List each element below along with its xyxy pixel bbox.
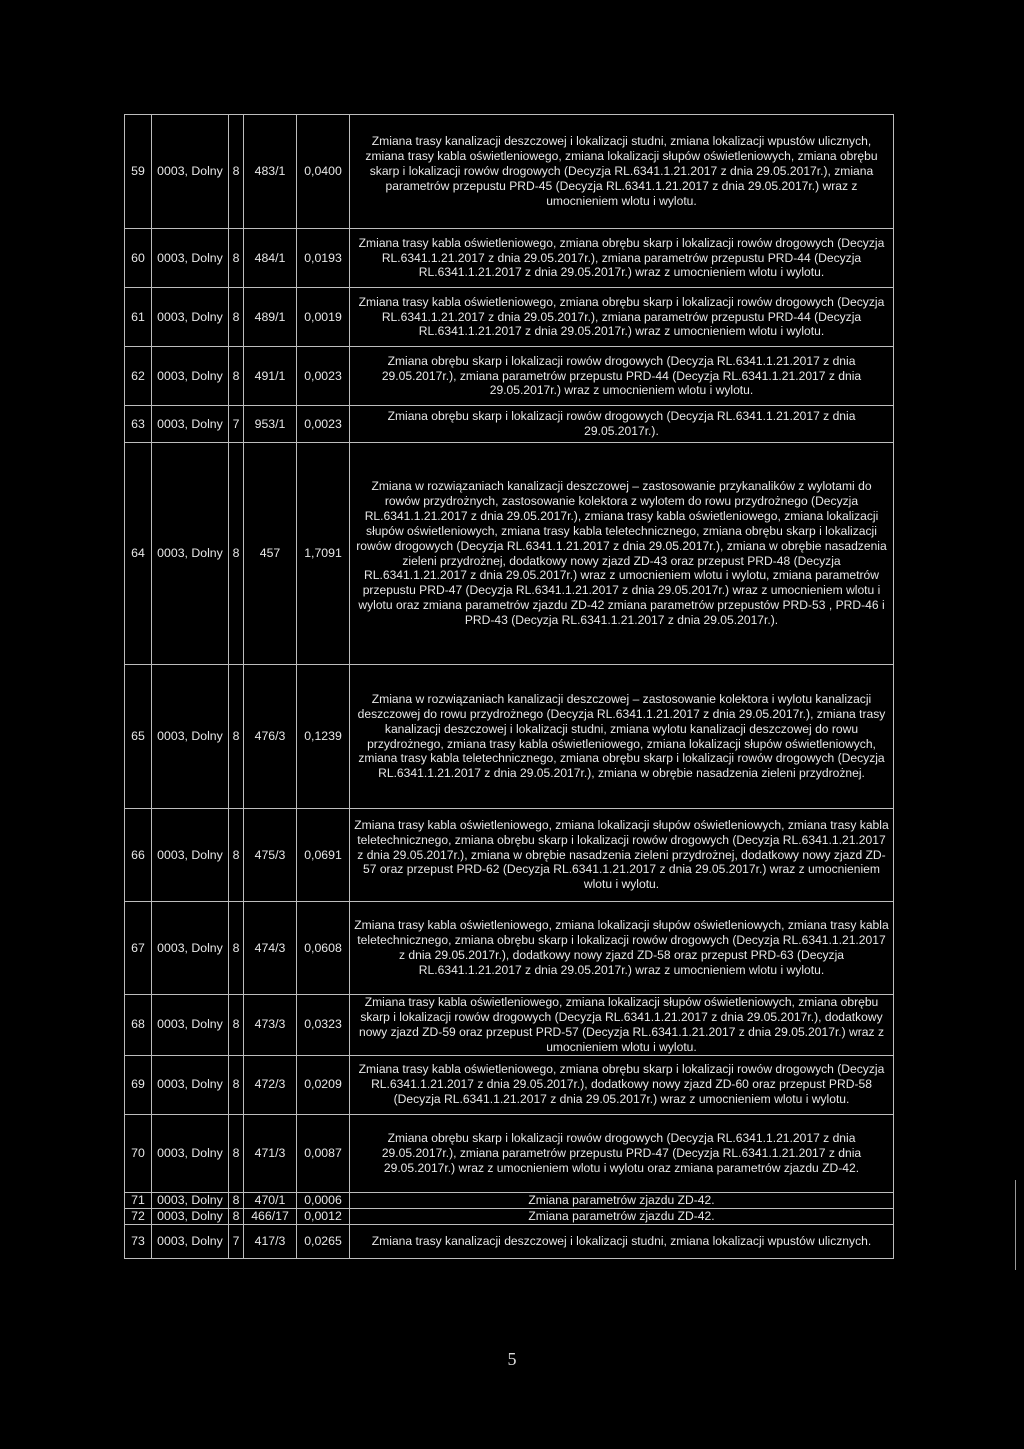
table-row bbox=[125, 347, 894, 406]
lp-cell: 64 bbox=[125, 443, 152, 665]
lp-cell: 68 bbox=[125, 995, 152, 1056]
obreb-cell: 0003, Dolny bbox=[152, 443, 229, 665]
obreb-cell: 0003, Dolny bbox=[152, 995, 229, 1056]
dzialka-cell: 471/3 bbox=[244, 1114, 297, 1192]
area-cell: 0,0087 bbox=[297, 1114, 350, 1192]
arkusz-cell: 8 bbox=[229, 1114, 244, 1192]
table-row bbox=[125, 809, 894, 902]
arkusz-cell: 8 bbox=[229, 665, 244, 809]
lp-cell: 70 bbox=[125, 1114, 152, 1192]
dzialka-cell: 953/1 bbox=[244, 406, 297, 443]
lp-cell: 61 bbox=[125, 288, 152, 347]
table-row bbox=[125, 665, 894, 809]
obreb-cell: 0003, Dolny bbox=[152, 406, 229, 443]
arkusz-cell: 8 bbox=[229, 347, 244, 406]
table-row bbox=[125, 1114, 894, 1192]
description-cell: Zmiana obrębu skarp i lokalizacji rowów drogowych (Decyzja RL.6341.1.21.2017 z dnia 29.05.2017r.), zmiana parametrów przepustu PRD-44 (Decyzja RL.6341.1.21.2017 z dnia 29.05.2017r.) wraz z umocnieniem wlotu i wylotu. bbox=[350, 347, 894, 406]
area-cell: 0,0209 bbox=[297, 1055, 350, 1114]
lp-cell: 62 bbox=[125, 347, 152, 406]
lp-cell: 63 bbox=[125, 406, 152, 443]
obreb-cell: 0003, Dolny bbox=[152, 1208, 229, 1224]
table-row bbox=[125, 406, 894, 443]
table-row bbox=[125, 1224, 894, 1258]
obreb-cell: 0003, Dolny bbox=[152, 809, 229, 902]
dzialka-cell: 489/1 bbox=[244, 288, 297, 347]
area-cell: 0,0691 bbox=[297, 809, 350, 902]
description-cell: Zmiana trasy kabla oświetleniowego, zmiana obrębu skarp i lokalizacji rowów drogowych (Decyzja RL.6341.1.21.2017 z dnia 29.05.2017r.), zmiana parametrów przepustu PRD-44 (Decyzja RL.6341.1.21.2017 z dnia 29.05.2017r.) wraz z umocnieniem wlotu i wylotu. bbox=[350, 288, 894, 347]
arkusz-cell: 8 bbox=[229, 443, 244, 665]
arkusz-cell: 8 bbox=[229, 995, 244, 1056]
table-row bbox=[125, 1055, 894, 1114]
area-cell: 0,0012 bbox=[297, 1208, 350, 1224]
dzialka-cell: 475/3 bbox=[244, 809, 297, 902]
obreb-cell: 0003, Dolny bbox=[152, 115, 229, 229]
dzialka-cell: 473/3 bbox=[244, 995, 297, 1056]
dzialka-cell: 483/1 bbox=[244, 115, 297, 229]
obreb-cell: 0003, Dolny bbox=[152, 1055, 229, 1114]
lp-cell: 59 bbox=[125, 115, 152, 229]
obreb-cell: 0003, Dolny bbox=[152, 288, 229, 347]
lp-cell: 69 bbox=[125, 1055, 152, 1114]
dzialka-cell: 466/17 bbox=[244, 1208, 297, 1224]
table-row bbox=[125, 443, 894, 665]
page-number: 5 bbox=[507, 1349, 517, 1369]
arkusz-cell: 8 bbox=[229, 115, 244, 229]
description-cell: Zmiana trasy kabla oświetleniowego, zmiana lokalizacji słupów oświetleniowych, zmiana trasy kabla teletechnicznego, zmiana obrębu skarp i lokalizacji rowów drogowych (Decyzja RL.6341.1.21.2017 z dnia 29.05.2017r.), zmiana w obrębie nasadzenia zieleni przydrożnej, dodatkowy nowy zjazd ZD-57 oraz przepust PRD-62 (Decyzja RL.6341.1.21.2017 z dnia 29.05.2017r.) wraz z umocnieniem wlotu i wylotu. bbox=[350, 809, 894, 902]
arkusz-cell: 8 bbox=[229, 809, 244, 902]
description-cell: Zmiana parametrów zjazdu ZD-42. bbox=[350, 1208, 894, 1224]
area-cell: 0,0323 bbox=[297, 995, 350, 1056]
dzialka-cell: 484/1 bbox=[244, 229, 297, 288]
area-cell: 0,0023 bbox=[297, 347, 350, 406]
dzialka-cell: 457 bbox=[244, 443, 297, 665]
table-row bbox=[125, 1208, 894, 1224]
description-cell: Zmiana w rozwiązaniach kanalizacji deszczowej – zastosowanie przykanalików z wylotami do rowów przydrożnych, zastosowanie kolektora z wylotem do rowu przydrożnego (Decyzja RL.6341.1.21.2017 z dnia 29.05.2017r.), zmiana trasy kabla oświetleniowego, zmiana lokalizacji słupów oświetleniowych, zmiana trasy kabla teletechnicznego, zmiana obrębu skarp i lokalizacji rowów drogowych (Decyzja RL.6341.1.21.2017 z dnia 29.05.2017r.), zmiana w obrębie nasadzenia zieleni przydrożnej, dodatkowy nowy zjazd ZD-43 oraz przepust PRD-48 (Decyzja RL.6341.1.21.2017 z dnia 29.05.2017r.) wraz z umocnieniem wlotu i wylotu, zmiana parametrów przepustu PRD-47 (Decyzja RL.6341.1.21.2017 z dnia 29.05.2017r.) wraz z umocnieniem wlotu i wylotu oraz zmiana parametrów zjazdu ZD-42 zmiana parametrów przepustów PRD-53 , PRD-46 i PRD-43 (Decyzja RL.6341.1.21.2017 z dnia 29.05.2017r.). bbox=[350, 443, 894, 665]
table-row bbox=[125, 115, 894, 229]
lp-cell: 60 bbox=[125, 229, 152, 288]
dzialka-cell: 417/3 bbox=[244, 1224, 297, 1258]
area-cell: 0,1239 bbox=[297, 665, 350, 809]
dzialka-cell: 491/1 bbox=[244, 347, 297, 406]
obreb-cell: 0003, Dolny bbox=[152, 665, 229, 809]
description-cell: Zmiana trasy kanalizacji deszczowej i lokalizacji studni, zmiana lokalizacji wpustów ulicznych, zmiana trasy kabla oświetleniowego, zmiana lokalizacji słupów oświetleniowych, zmiana obrębu skarp i lokalizacji rowów drogowych (Decyzja RL.6341.1.21.2017 z dnia 29.05.2017r.), zmiana parametrów przepustu PRD-45 (Decyzja RL.6341.1.21.2017 z dnia 29.05.2017r.) wraz z umocnieniem wlotu i wylotu. bbox=[350, 115, 894, 229]
lp-cell: 66 bbox=[125, 809, 152, 902]
arkusz-cell: 7 bbox=[229, 1224, 244, 1258]
margin-line bbox=[1015, 1180, 1016, 1270]
table-body bbox=[125, 115, 894, 1259]
area-cell: 0,0019 bbox=[297, 288, 350, 347]
description-cell: Zmiana w rozwiązaniach kanalizacji deszczowej – zastosowanie kolektora i wylotu kanalizacji deszczowej do rowu przydrożnego (Decyzja RL.6341.1.21.2017 z dnia 29.05.2017r.), zmiana trasy kanalizacji deszczowej i lokalizacji studni, zmiana wylotu kanalizacji deszczowej do rowu przydrożnego, zmiana trasy kabla oświetleniowego, zmiana lokalizacji słupów oświetleniowych, zmiana trasy kabla teletechnicznego, zmiana obrębu skarp i lokalizacji rowów drogowych (Decyzja RL.6341.1.21.2017 z dnia 29.05.2017r.), zmiana w obrębie nasadzenia zieleni przydrożnej. bbox=[350, 665, 894, 809]
arkusz-cell: 8 bbox=[229, 288, 244, 347]
area-cell: 0,0400 bbox=[297, 115, 350, 229]
obreb-cell: 0003, Dolny bbox=[152, 1192, 229, 1208]
lp-cell: 67 bbox=[125, 902, 152, 995]
table-row bbox=[125, 902, 894, 995]
table-row bbox=[125, 1192, 894, 1208]
dzialka-cell: 474/3 bbox=[244, 902, 297, 995]
arkusz-cell: 8 bbox=[229, 902, 244, 995]
description-cell: Zmiana trasy kabla oświetleniowego, zmiana lokalizacji słupów oświetleniowych, zmiana trasy kabla teletechnicznego, zmiana obrębu skarp i lokalizacji rowów drogowych (Decyzja RL.6341.1.21.2017 z dnia 29.05.2017r.), dodatkowy nowy zjazd ZD-58 oraz przepust PRD-63 (Decyzja RL.6341.1.21.2017 z dnia 29.05.2017r.) wraz z umocnieniem wlotu i wylotu. bbox=[350, 902, 894, 995]
area-cell: 0,0193 bbox=[297, 229, 350, 288]
arkusz-cell: 8 bbox=[229, 1192, 244, 1208]
arkusz-cell: 8 bbox=[229, 1208, 244, 1224]
lp-cell: 71 bbox=[125, 1192, 152, 1208]
description-cell: Zmiana trasy kabla oświetleniowego, zmiana obrębu skarp i lokalizacji rowów drogowych (Decyzja RL.6341.1.21.2017 z dnia 29.05.2017r.), zmiana parametrów przepustu PRD-44 (Decyzja RL.6341.1.21.2017 z dnia 29.05.2017r.) wraz z umocnieniem wlotu i wylotu. bbox=[350, 229, 894, 288]
area-cell: 0,0265 bbox=[297, 1224, 350, 1258]
arkusz-cell: 8 bbox=[229, 229, 244, 288]
obreb-cell: 0003, Dolny bbox=[152, 902, 229, 995]
description-cell: Zmiana trasy kanalizacji deszczowej i lokalizacji studni, zmiana lokalizacji wpustów ulicznych. bbox=[350, 1224, 894, 1258]
description-cell: Zmiana parametrów zjazdu ZD-42. bbox=[350, 1192, 894, 1208]
dzialka-cell: 470/1 bbox=[244, 1192, 297, 1208]
area-cell: 0,0023 bbox=[297, 406, 350, 443]
obreb-cell: 0003, Dolny bbox=[152, 347, 229, 406]
table-row bbox=[125, 288, 894, 347]
obreb-cell: 0003, Dolny bbox=[152, 1224, 229, 1258]
table-row bbox=[125, 229, 894, 288]
lp-cell: 73 bbox=[125, 1224, 152, 1258]
description-cell: Zmiana obrębu skarp i lokalizacji rowów drogowych (Decyzja RL.6341.1.21.2017 z dnia 29.05.2017r.). bbox=[350, 406, 894, 443]
table-row bbox=[125, 995, 894, 1056]
lp-cell: 65 bbox=[125, 665, 152, 809]
arkusz-cell: 8 bbox=[229, 1055, 244, 1114]
description-cell: Zmiana trasy kabla oświetleniowego, zmiana obrębu skarp i lokalizacji rowów drogowych (Decyzja RL.6341.1.21.2017 z dnia 29.05.2017r.), dodatkowy nowy zjazd ZD-60 oraz przepust PRD-58 (Decyzja RL.6341.1.21.2017 z dnia 29.05.2017r.) wraz z umocnieniem wlotu i wylotu. bbox=[350, 1055, 894, 1114]
dzialka-cell: 472/3 bbox=[244, 1055, 297, 1114]
area-cell: 0,0006 bbox=[297, 1192, 350, 1208]
changes-table bbox=[124, 114, 894, 1259]
description-cell: Zmiana trasy kabla oświetleniowego, zmiana lokalizacji słupów oświetleniowych, zmiana obrębu skarp i lokalizacji rowów drogowych (Decyzja RL.6341.1.21.2017 z dnia 29.05.2017r.), dodatkowy nowy zjazd ZD-59 oraz przepust PRD-57 (Decyzja RL.6341.1.21.2017 z dnia 29.05.2017r.) wraz z umocnieniem wlotu i wylotu. bbox=[350, 995, 894, 1056]
description-cell: Zmiana obrębu skarp i lokalizacji rowów drogowych (Decyzja RL.6341.1.21.2017 z dnia 29.05.2017r.), zmiana parametrów przepustu PRD-47 (Decyzja RL.6341.1.21.2017 z dnia 29.05.2017r.) wraz z umocnieniem wlotu i wylotu oraz zmiana parametrów zjazdu ZD-42. bbox=[350, 1114, 894, 1192]
area-cell: 0,0608 bbox=[297, 902, 350, 995]
obreb-cell: 0003, Dolny bbox=[152, 229, 229, 288]
lp-cell: 72 bbox=[125, 1208, 152, 1224]
dzialka-cell: 476/3 bbox=[244, 665, 297, 809]
obreb-cell: 0003, Dolny bbox=[152, 1114, 229, 1192]
arkusz-cell: 7 bbox=[229, 406, 244, 443]
area-cell: 1,7091 bbox=[297, 443, 350, 665]
